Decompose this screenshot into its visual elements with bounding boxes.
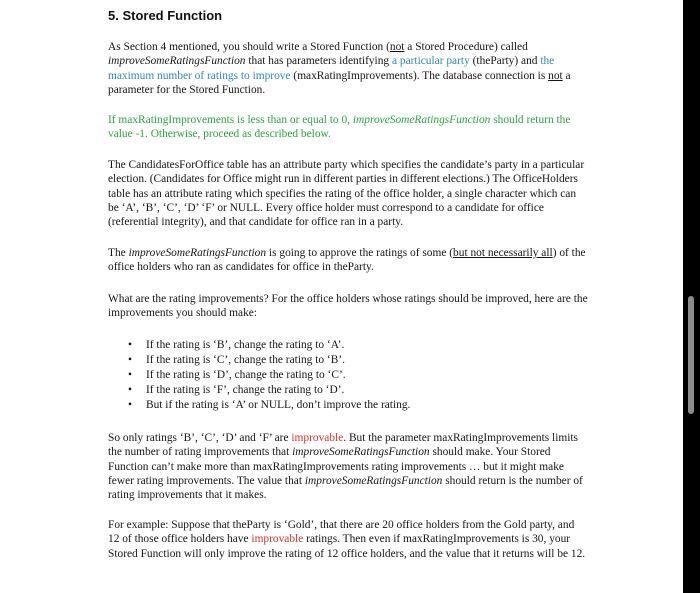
paragraph-tables: The CandidatesForOffice table has an attribute party which specifies the candidate’s party in a particular election. (Candidates for Office might run in different parties in different elections.) The OfficeHolders table has an attribute rating which specifies the rating of the office holder, a single character which can be ‘A’, ‘B’, ‘C’, ‘D’ ‘F’ or NULL. Every office holder must correspond to a candidate for office (referential integrity), and that candidate for office ran in a party. <box>108 159 585 229</box>
rule-text: If the rating is ‘B’, change the rating to ‘A’. <box>146 339 345 351</box>
text: (theParty) and <box>469 55 541 68</box>
paragraph-limits <box>108 431 588 502</box>
function-name: improveSomeRatingsFunction <box>304 474 443 487</box>
bullet: • <box>128 399 132 411</box>
list-item <box>128 353 410 368</box>
function-name: improveSomeRatingsFunction <box>108 55 246 68</box>
text: . But the parameter maxRatingImprovements limits the number of rating improvements that <box>108 432 578 459</box>
emphasis-not-all: but not necessarily all <box>453 247 553 259</box>
text: ratings. Then even if maxRatingImprovements is 30, your Stored Function will only improve the rating of 12 office holders, and the value that it returns will be 12. <box>108 533 586 560</box>
paragraph-intro <box>108 40 588 97</box>
text: If maxRatingImprovements is less than or equal to 0, <box>108 114 353 126</box>
function-name: improveSomeRatingsFunction <box>292 446 430 459</box>
text: So only ratings ‘B’, ‘C’, ‘D’ and ‘F’ are <box>108 432 292 444</box>
paragraph-approve <box>108 246 588 275</box>
improvement-rules-list <box>128 338 410 413</box>
text: that has parameters identifying <box>245 55 392 68</box>
rule-text: If the rating is ‘C’, change the rating to ‘B’. <box>146 354 345 366</box>
text: As Section 4 mentioned, you should write a Stored Function ( <box>108 41 390 53</box>
text: (maxRatingImprovements). The database connection is <box>290 69 549 82</box>
text: a parameter for the Stored Function. <box>108 69 571 96</box>
list-item <box>128 368 410 383</box>
paragraph-return-condition <box>108 113 588 142</box>
text: is going to approve the ratings of some ( <box>266 247 454 259</box>
list-item <box>128 383 410 398</box>
function-name: improveSomeRatingsFunction <box>128 247 267 259</box>
text: should return the value -1. Otherwise, proceed as described below. <box>108 114 571 141</box>
bullet: • <box>128 354 132 366</box>
highlight-max: the maximum number of ratings to improve <box>108 55 555 82</box>
paragraph-example <box>108 518 588 561</box>
text: The <box>108 247 129 259</box>
emphasis-not: not <box>389 41 405 53</box>
text: ) of the office holders who ran as candidates for office in theParty. <box>108 247 586 274</box>
emphasis-not: not <box>548 69 563 82</box>
text: should make. Your Stored Function can’t make more than maxRatingImprovements rating improvements … but it might make fewer rating improvements. The value that <box>108 446 564 487</box>
bullet: • <box>128 369 132 381</box>
scrollbar-thumb[interactable] <box>688 296 694 414</box>
bullet: • <box>128 384 132 396</box>
section-title: 5. Stored Function <box>108 8 223 23</box>
rule-text: If the rating is ‘D’, change the rating to ‘C’. <box>146 369 346 381</box>
paragraph-improvements-question: What are the rating improvements? For the office holders whose ratings should be improved, here are the improvements you should make: <box>108 293 588 320</box>
text: should return is the number of rating improvements that it makes. <box>108 474 583 502</box>
bullet: • <box>128 339 132 351</box>
highlight-improvable: improvable <box>291 432 344 444</box>
rule-text: But if the rating is ‘A’ or NULL, don’t improve the rating. <box>146 399 411 411</box>
highlight-party: a particular party <box>391 55 470 68</box>
function-name: improveSomeRatingsFunction <box>352 114 491 126</box>
text: a Stored Procedure) called <box>404 41 528 53</box>
list-item <box>128 338 410 353</box>
rule-text: If the rating is ‘F’, change the rating to ‘D’. <box>146 384 345 396</box>
highlight-improvable: improvable <box>251 533 304 546</box>
list-item <box>128 398 410 413</box>
text: For example: Suppose that theParty is ‘Gold’, that there are 20 office holders from the Gold party, and 12 of those office holders have <box>108 519 575 546</box>
